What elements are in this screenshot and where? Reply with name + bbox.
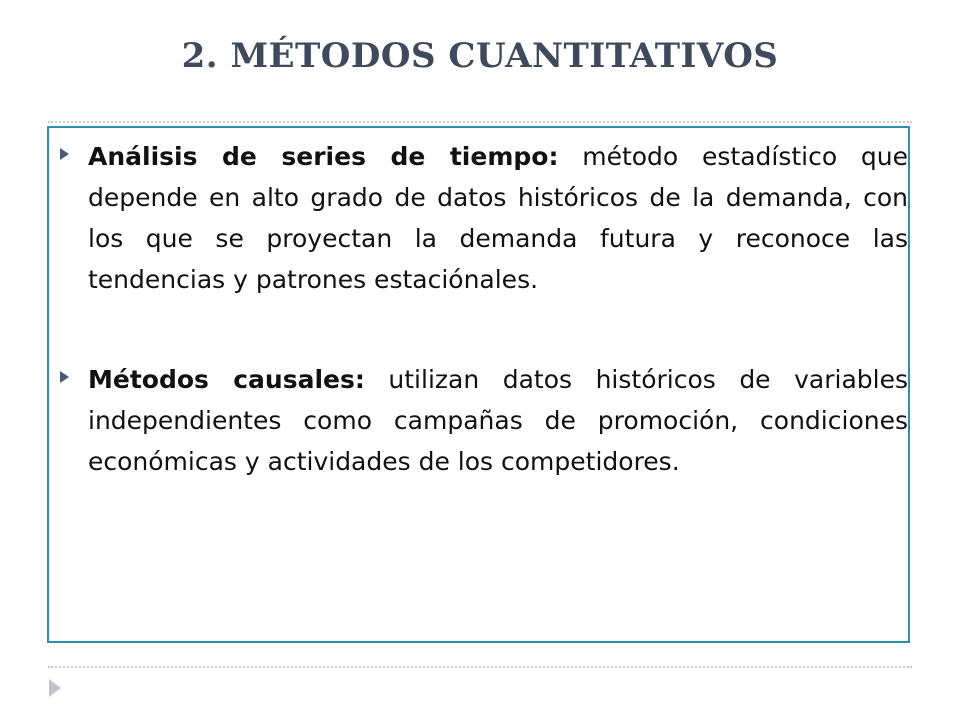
bullet-term: Métodos causales: [88,365,365,394]
bullet-arrow-icon [60,148,69,160]
bottom-divider [48,666,912,668]
bullet-description: utilizan datos históricos de variables independientes como campañas de promoción, condiciones económicas y actividades de los competidores. [88,365,908,476]
bullet-description: método estadístico que depende en alto grado de datos históricos de la demanda, con los que se proyectan la demanda futura y reconoce las tendencias y patrones estaciónales. [88,142,908,294]
bullet-arrow-icon [60,371,69,383]
page-title: 2. MÉTODOS CUANTITATIVOS [181,36,779,76]
footer-arrow-icon [49,679,61,697]
bullet-text [88,136,908,300]
bullet-term: Análisis de series de tiempo: [88,142,559,171]
bullet-text [88,359,908,482]
top-divider [48,121,912,123]
